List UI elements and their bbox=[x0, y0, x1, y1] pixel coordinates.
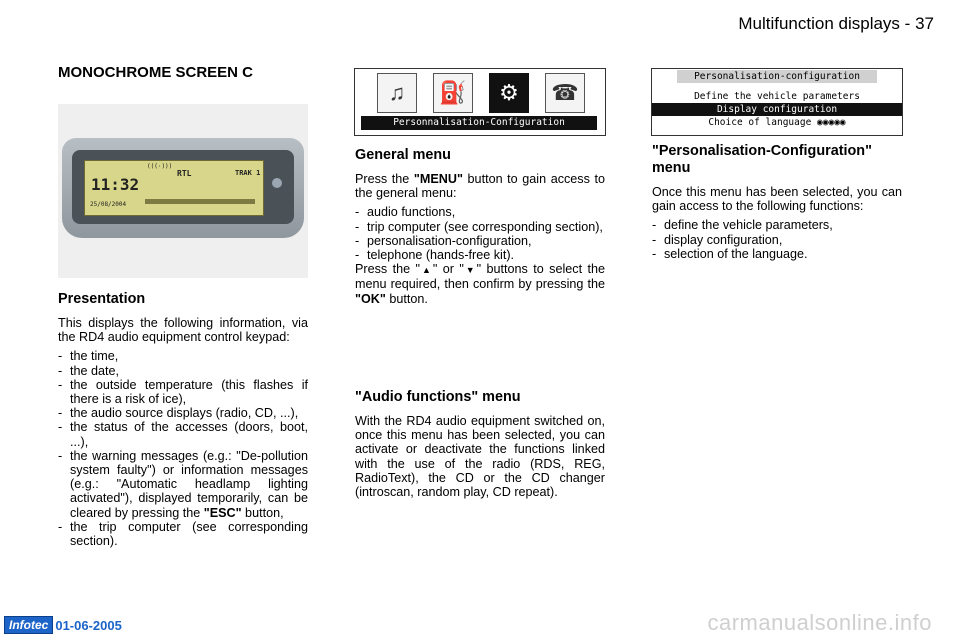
menu-row bbox=[652, 116, 902, 129]
fuel-pump-icon: ⛽ bbox=[433, 73, 473, 113]
dashboard-photo bbox=[58, 104, 308, 278]
main-title: MONOCHROME SCREEN C bbox=[58, 64, 254, 81]
list-item-text: the warning messages (e.g.: "De-pollution system faulty") or information messages (e.g.: "Automatic headlamp lighting activated"), displayed temporarily, can be cleared by pressing the bbox=[70, 448, 308, 520]
press-text-end: " buttons to select the menu required, then confirm by pressing the bbox=[355, 262, 605, 292]
lcd-time: 11:32 bbox=[91, 175, 140, 194]
list-item: - define the vehicle parameters, bbox=[652, 218, 902, 232]
intro-text-end: button to gain access to the general menu: bbox=[355, 172, 605, 201]
dashboard-knob bbox=[272, 178, 282, 188]
press-text: Press the " bbox=[355, 262, 421, 277]
general-menu-heading: General menu bbox=[355, 147, 451, 163]
general-menu-section bbox=[355, 147, 605, 311]
presentation-section bbox=[58, 291, 308, 548]
presentation-list bbox=[58, 349, 308, 548]
menu-row-title: Personalisation-configuration bbox=[677, 70, 877, 83]
list-item: - the status of the accesses (doors, boot, ...), bbox=[58, 420, 308, 448]
dashboard-frame bbox=[62, 138, 304, 238]
list-item: - audio functions, bbox=[355, 205, 605, 219]
intro-text: Press the bbox=[355, 172, 414, 186]
infotec-logo: Infotec bbox=[4, 616, 53, 634]
navigation-instruction bbox=[355, 262, 605, 306]
lcd-station: RTL bbox=[177, 169, 192, 178]
general-menu-intro bbox=[355, 172, 605, 200]
settings-sliders-icon: ⚙ bbox=[489, 73, 529, 113]
list-item: - the trip computer (see corresponding section). bbox=[58, 520, 308, 548]
general-menu-screenshot bbox=[354, 68, 606, 136]
audio-menu-section bbox=[355, 389, 605, 504]
watermark: carmanualsonline.info bbox=[707, 610, 932, 635]
list-item: - the audio source displays (radio, CD, ...), bbox=[58, 406, 308, 420]
list-item: - the date, bbox=[58, 364, 308, 378]
footer-date: 01-06-2005 bbox=[55, 617, 122, 633]
lcd-track: TRAK 1 bbox=[235, 169, 261, 177]
list-item: - personalisation-configuration, bbox=[355, 234, 605, 248]
list-item: - telephone (hands-free kit). bbox=[355, 248, 605, 262]
radio-icon: ♫ bbox=[377, 73, 417, 113]
section-title: Multifunction displays bbox=[738, 14, 900, 33]
flag-icons: ◉◉◉◉◉ bbox=[817, 117, 846, 128]
audio-menu-heading: "Audio functions" menu bbox=[355, 389, 521, 405]
personalisation-menu-section bbox=[652, 143, 902, 261]
list-item: - the outside temperature (this flashes if there is a risk of ice), bbox=[58, 378, 308, 406]
up-arrow-icon: ▲ bbox=[420, 265, 433, 276]
dashboard-bezel bbox=[72, 150, 294, 224]
presentation-heading: Presentation bbox=[58, 291, 146, 307]
audio-menu-text: With the RD4 audio equipment switched on, once this menu has been selected, you can activate or deactivate the functions linked with the use of the radio (RDS, REG, RadioText), the CD or the CD changer (introscan, random play, CD repeat). bbox=[355, 414, 605, 500]
menu-row-selected: Display configuration bbox=[652, 103, 902, 116]
presentation-intro: This displays the following information, via the RD4 audio equipment control keypad: bbox=[58, 316, 308, 345]
page-header bbox=[738, 14, 934, 34]
general-menu-list bbox=[355, 205, 605, 262]
list-item: - the time, bbox=[58, 349, 308, 363]
personalisation-menu-screenshot bbox=[651, 68, 903, 136]
lcd-date: 25/08/2004 bbox=[90, 201, 127, 208]
header-separator: - bbox=[904, 14, 911, 33]
mobile-phone-icon: ☎ bbox=[545, 73, 585, 113]
list-item: - display configuration, bbox=[652, 233, 902, 247]
esc-suffix: button, bbox=[241, 505, 284, 520]
personalisation-menu-list bbox=[652, 218, 902, 261]
list-item: - trip computer (see corresponding section), bbox=[355, 220, 605, 234]
personalisation-menu-intro: Once this menu has been selected, you can gain access to the following functions: bbox=[652, 185, 902, 214]
list-item bbox=[58, 449, 308, 520]
lcd-screen bbox=[84, 160, 264, 216]
press-text-mid: " or " bbox=[432, 262, 464, 277]
ok-label: "OK" bbox=[355, 291, 386, 306]
page-number: 37 bbox=[915, 14, 934, 33]
esc-label: "ESC" bbox=[203, 505, 242, 520]
footer bbox=[4, 616, 122, 634]
menu-row-text: Choice of language bbox=[708, 117, 812, 128]
lcd-label: (((·))) bbox=[147, 163, 173, 170]
menu-row: Define the vehicle parameters bbox=[694, 91, 860, 102]
personalisation-menu-heading: "Personalisation-Configuration" menu bbox=[652, 143, 872, 176]
menu-label: "MENU" bbox=[413, 172, 463, 186]
menu-bar-label: Personnalisation-Configuration bbox=[361, 116, 597, 130]
down-arrow-icon: ▼ bbox=[463, 265, 477, 276]
ok-suffix: button. bbox=[385, 291, 428, 306]
lcd-info-bar bbox=[145, 199, 255, 204]
list-item: - selection of the language. bbox=[652, 247, 902, 261]
